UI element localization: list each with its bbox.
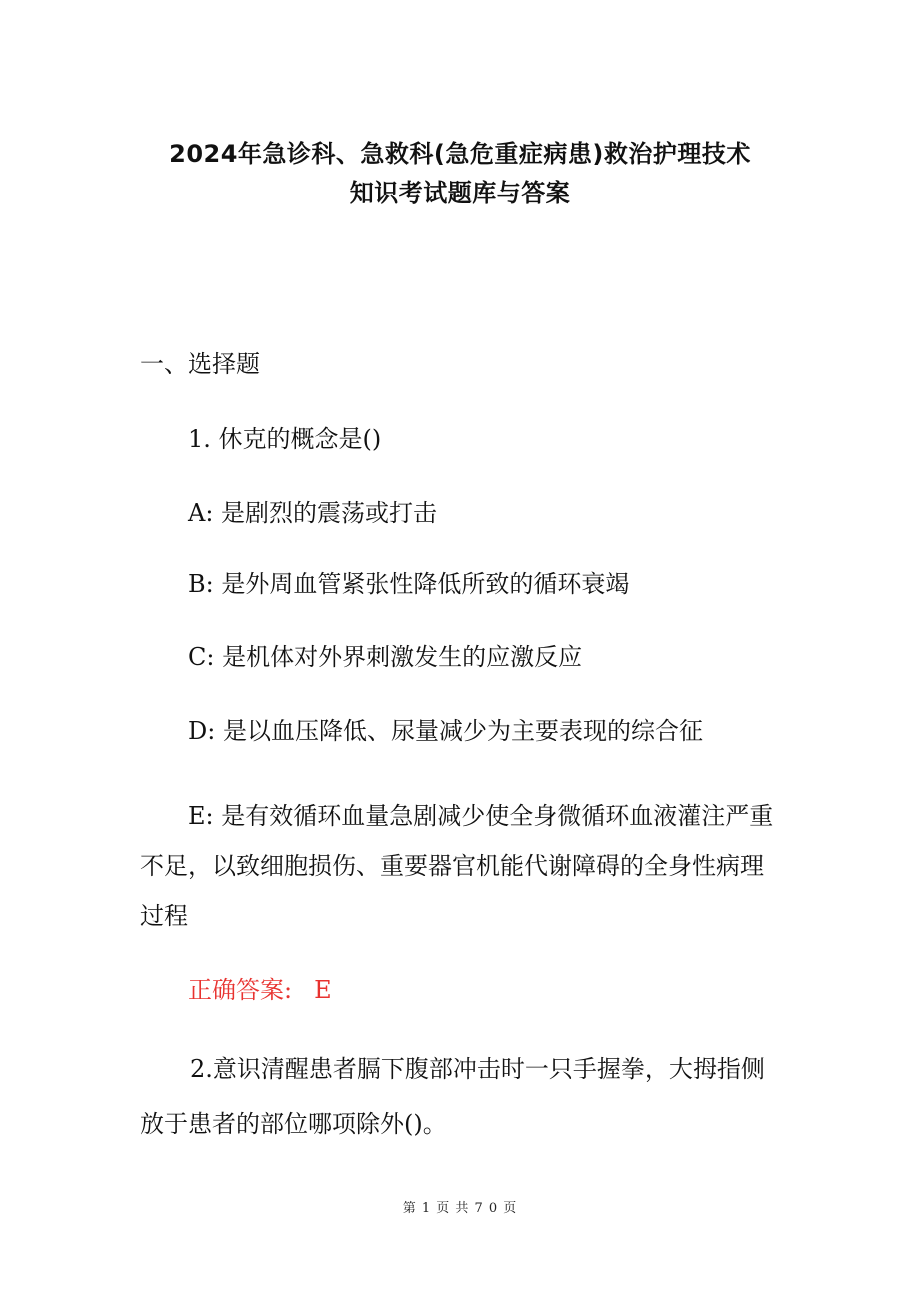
page-footer: 第 1 页 共 7 0 页 [402, 1201, 518, 1216]
answer-value: E [314, 976, 332, 1004]
question-1-stem: 1. 休克的概念是() [188, 425, 382, 453]
question-1-option-b: B: 是外周血管紧张性降低所致的循环衰竭 [188, 570, 630, 598]
question-2-stem: 2.意识清醒患者膈下腹部冲击时一只手握拳，大拇指侧放于患者的部位哪项除外()。 [140, 1055, 765, 1138]
question-1-option-e: E: 是有效循环血量急剧减少使全身微循环血液灌注严重不足，以致细胞损伤、重要器官机能代谢障碍的全身性病理过程 [140, 802, 774, 930]
section-heading: 一、选择题 [140, 350, 260, 378]
question-1-option-c: C: 是机体对外界刺激发生的应激反应 [188, 643, 583, 671]
question-1-option-d: D: 是以血压降低、尿量减少为主要表现的综合征 [188, 717, 703, 745]
question-1-option-a: A: 是剧烈的震荡或打击 [188, 499, 438, 527]
document-title-line-2: 知识考试题库与答案 [349, 179, 571, 207]
document-title-line-1: 2024年急诊科、急救科(急危重症病患)救治护理技术 [169, 140, 751, 168]
question-1-answer [188, 975, 332, 1005]
answer-label: 正确答案: [188, 976, 293, 1004]
